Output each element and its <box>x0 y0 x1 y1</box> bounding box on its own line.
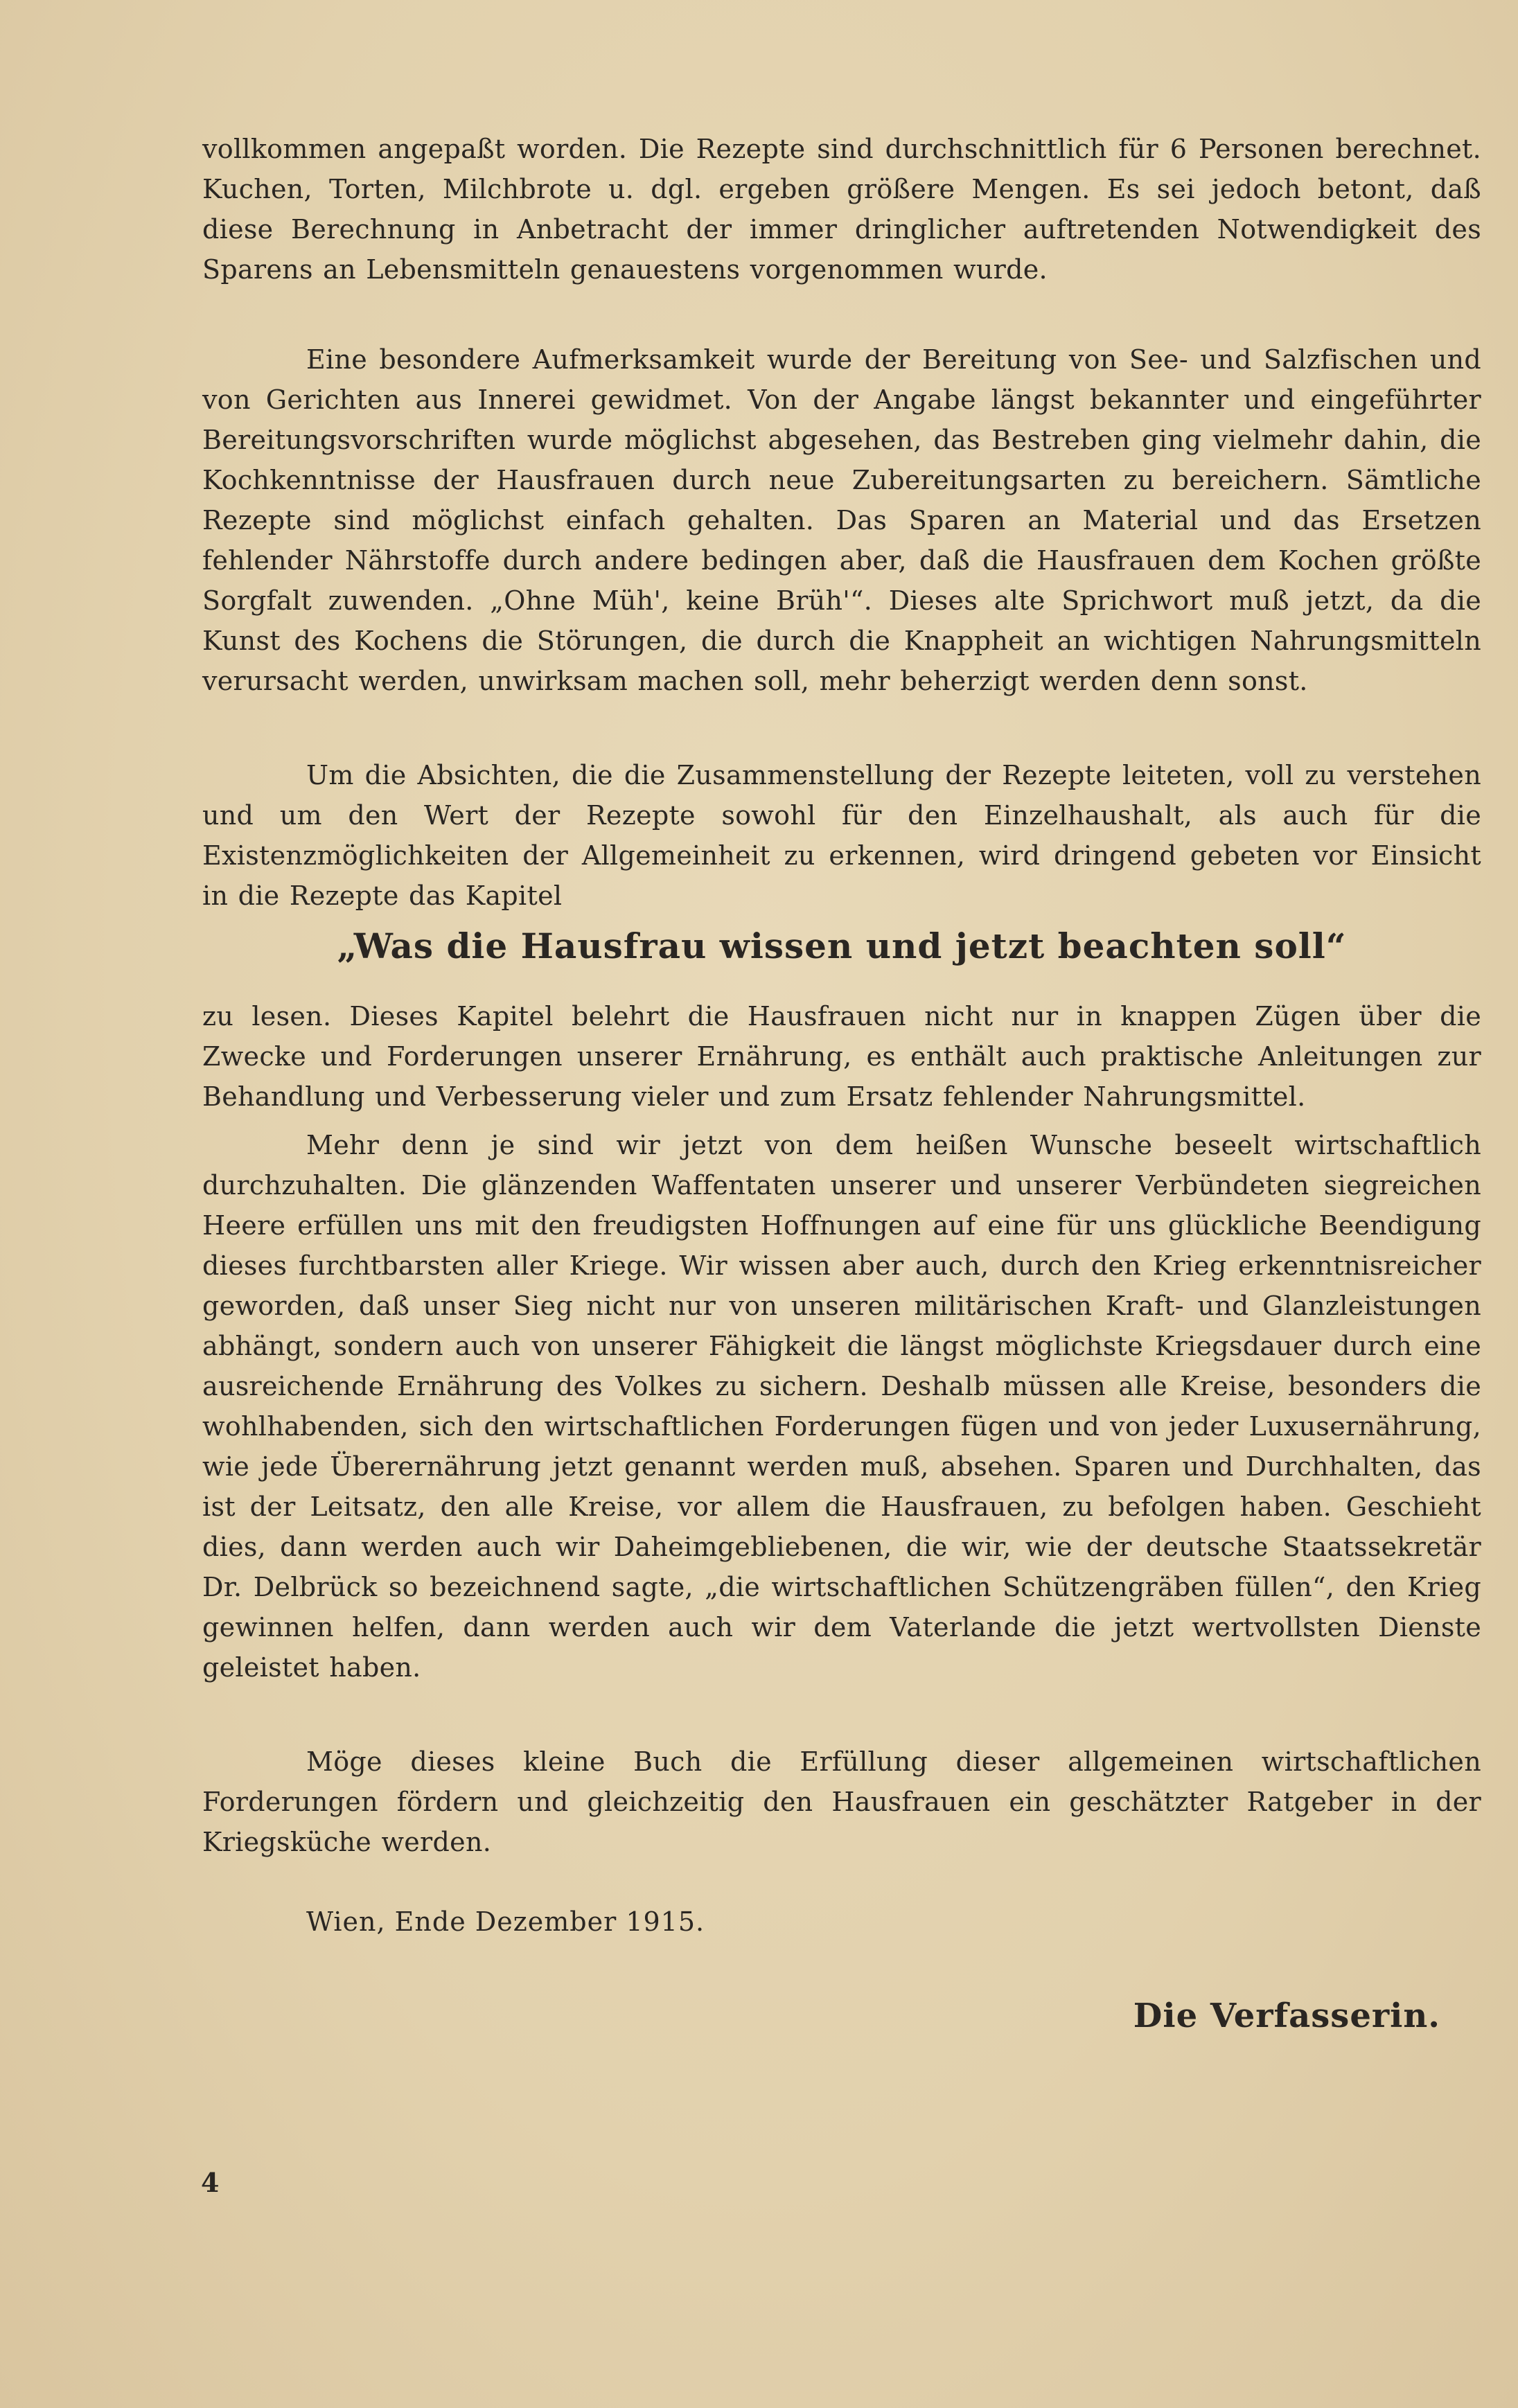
paragraph-6-text: Möge dieses kleine Buch die Erfüllung dieser allgemeinen wirtschaftlichen Forderungen fördern und gleichzeitig den Hausfrauen ein geschätzter Ratgeber in der Kriegsküche werden. <box>202 1746 1481 1857</box>
paragraph-2-text: Eine besondere Aufmerksamkeit wurde der Bereitung von See- und Salzfischen und von Gerichten aus Innerei gewidmet. Von der Angabe längst bekannter und eingeführter Bereitungsvorschriften wurde möglichst abgesehen, das Bestreben ging vielmehr dahin, die Kochkenntnisse der Hausfrauen durch neue Zubereitungsarten zu bereichern. Sämtliche Rezepte sind möglichst einfach gehalten. Das Sparen an Material und das Ersetzen fehlender Nährstoffe durch andere bedingen aber, daß die Hausfrauen dem Kochen größte Sorgfalt zuwenden. „Ohne Müh', keine Brüh'“. Dieses alte Sprichwort muß jetzt, da die Kunst des Kochens die Störungen, die durch die Knappheit an wichtigen Nahrungsmitteln verursacht werden, unwirksam machen soll, mehr beherzigt werden denn sonst. <box>202 344 1481 696</box>
paragraph-1 <box>202 129 1481 290</box>
paragraph-6 <box>202 1742 1481 1862</box>
paragraph-1-text: vollkommen angepaßt worden. Die Rezepte sind durchschnittlich für 6 Personen berechnet. Kuchen, Torten, Milchbrote u. dgl. ergeben größere Mengen. Es sei jedoch betont, daß diese Berechnung in Anbetracht der immer dringlicher auftretenden Notwendigkeit des Sparens an Lebensmitteln genauestens vorgenommen wurde. <box>202 134 1481 285</box>
paragraph-2 <box>202 339 1481 701</box>
paragraph-3 <box>202 755 1481 916</box>
paragraph-5 <box>202 1125 1481 1688</box>
chapter-reference-heading: „Was die Hausfrau wissen und jetzt beachten soll“ <box>337 926 1347 966</box>
paragraph-5-text: Mehr denn je sind wir jetzt von dem heißen Wunsche beseelt wirtschaftlich durchzuhalten. Die glänzenden Waffentaten unserer und unserer Verbündeten siegreichen Heere erfüllen uns mit den freudigsten Hoffnungen auf eine für uns glückliche Beendigung dieses furchtbarsten aller Kriege. Wir wissen aber auch, durch den Krieg erkenntnisreicher geworden, daß unser Sieg nicht nur von unseren militärischen Kraft- und Glanzleistungen abhängt, sondern auch von unserer Fähigkeit die längst möglichste Kriegsdauer durch eine ausreichende Ernährung des Volkes zu sichern. Deshalb müssen alle Kreise, besonders die wohlhabenden, sich den wirtschaftlichen Forderungen fügen und von jeder Luxusernährung, wie jede Überernährung jetzt genannt werden muß, absehen. Sparen und Durchhalten, das ist der Leitsatz, den alle Kreise, vor allem die Hausfrauen, zu befolgen haben. Geschieht dies, dann werden auch wir Daheimgebliebenen, die wir, wie der deutsche Staatssekretär Dr. Delbrück so bezeichnend sagte, „die wirtschaftlichen Schützengräben füllen“, den Krieg gewinnen helfen, dann werden auch wir dem Vaterlande die jetzt wertvollsten Dienste geleistet haben. <box>202 1130 1481 1683</box>
paragraph-3-text: Um die Absichten, die die Zusammenstellung der Rezepte leiteten, voll zu verstehen und um den Wert der Rezepte sowohl für den Einzelhaushalt, als auch für die Existenzmöglichkeiten der Allgemeinheit zu erkennen, wird dringend gebeten vor Einsicht in die Rezepte das Kapitel <box>202 760 1481 911</box>
paragraph-4 <box>202 996 1481 1117</box>
page-number: 4 <box>201 2167 220 2198</box>
author-signature: Die Verfasserin. <box>1133 1997 1440 2035</box>
place-date-line: Wien, Ende Dezember 1915. <box>306 1906 705 1937</box>
paragraph-4-text: zu lesen. Dieses Kapitel belehrt die Hausfrauen nicht nur in knappen Zügen über die Zwecke und Forderungen unserer Ernährung, es enthält auch praktische Anleitungen zur Behandlung und Verbesserung vieler und zum Ersatz fehlender Nahrungsmittel. <box>202 1001 1481 1112</box>
